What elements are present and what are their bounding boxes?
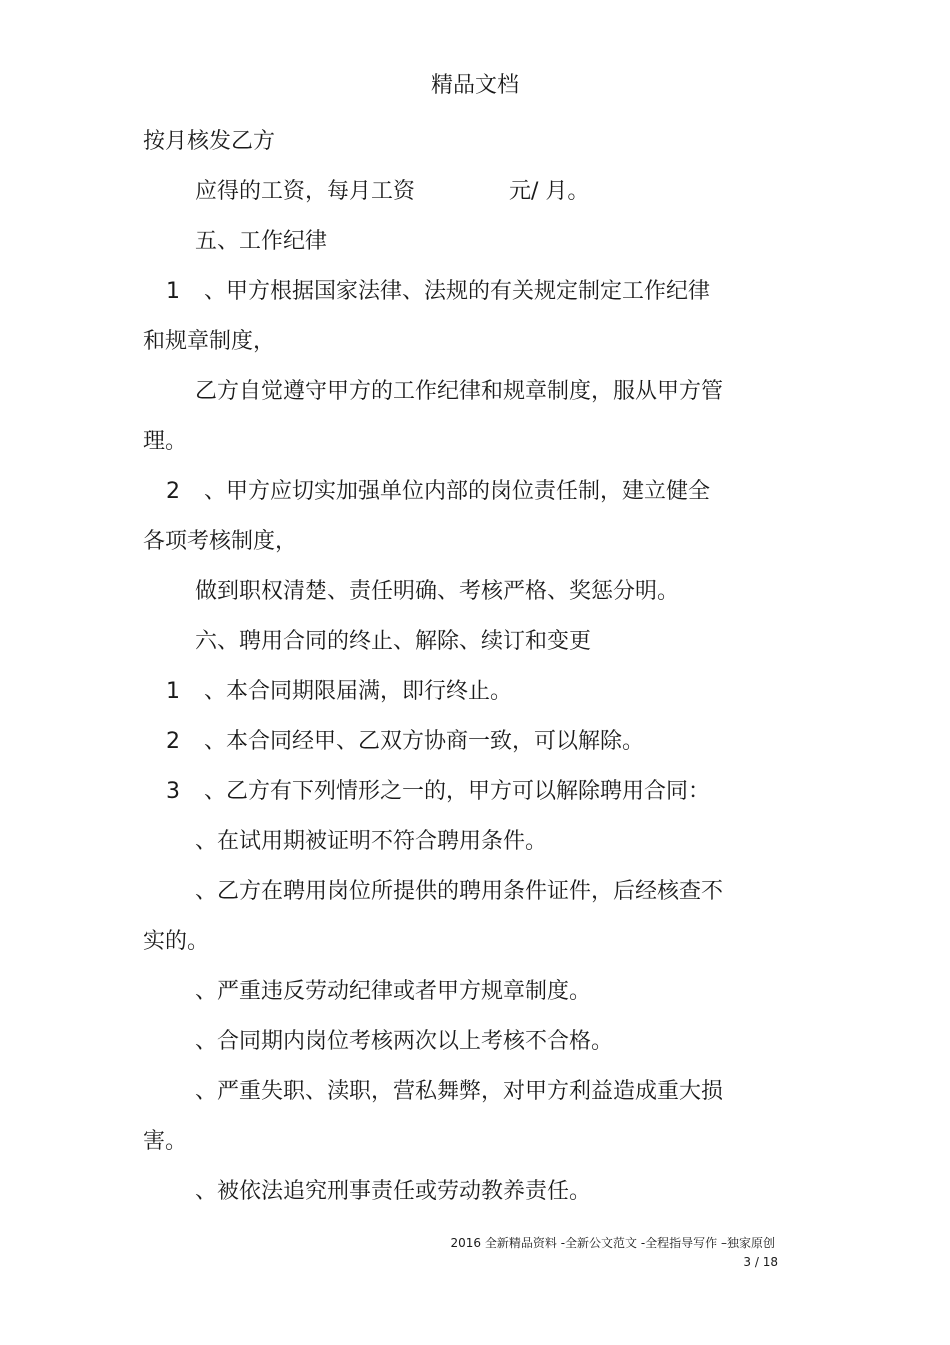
item-number: 1 xyxy=(166,279,180,304)
list-item: 、严重失职、渎职，营私舞弊，对甲方利益造成重大损 xyxy=(195,1079,724,1104)
item-text: 、甲方应切实加强单位内部的岗位责任制，建立健全 xyxy=(204,479,711,504)
paragraph-line: 做到职权清楚、责任明确、考核严格、奖惩分明。 xyxy=(195,579,680,604)
item-text: 、本合同期限届满，即行终止。 xyxy=(204,679,513,704)
item-number: 1 xyxy=(166,679,180,704)
paragraph-line: 害。 xyxy=(143,1129,188,1154)
item-number: 3 xyxy=(166,779,180,804)
item-text: 、本合同经甲、乙双方协商一致，可以解除。 xyxy=(204,729,645,754)
paragraph-line: 各项考核制度， xyxy=(143,529,298,554)
numbered-item xyxy=(166,777,710,807)
list-item: 、在试用期被证明不符合聘用条件。 xyxy=(195,829,548,854)
paragraph-line: 理。 xyxy=(143,429,188,454)
numbered-item xyxy=(166,677,512,707)
salary-line xyxy=(195,177,589,207)
salary-text: 应得的工资，每月工资 xyxy=(195,179,416,204)
page-header-title: 精品文档 xyxy=(430,73,519,98)
page-number: 3 / 18 xyxy=(743,1255,778,1269)
section-heading: 五、工作纪律 xyxy=(195,229,328,254)
list-item: 、严重违反劳动纪律或者甲方规章制度。 xyxy=(195,979,592,1004)
numbered-item xyxy=(166,477,710,507)
salary-unit: 元/ 月。 xyxy=(509,179,590,204)
item-number: 2 xyxy=(166,729,180,754)
numbered-item xyxy=(166,277,710,307)
paragraph-line: 实的。 xyxy=(143,929,210,954)
list-item: 、被依法追究刑事责任或劳动教养责任。 xyxy=(195,1179,592,1204)
item-number: 2 xyxy=(166,479,180,504)
paragraph-line: 乙方自觉遵守甲方的工作纪律和规章制度，服从甲方管 xyxy=(195,379,724,404)
numbered-item xyxy=(166,727,644,757)
list-item: 、乙方在聘用岗位所提供的聘用条件证件，后经核查不 xyxy=(195,879,724,904)
paragraph-line: 按月核发乙方 xyxy=(143,129,276,154)
footer-note: 2016 全新精品资料 -全新公文范文 -全程指导写作 –独家原创 xyxy=(450,1236,775,1250)
section-heading: 六、聘用合同的终止、解除、续订和变更 xyxy=(195,629,592,654)
list-item: 、合同期内岗位考核两次以上考核不合格。 xyxy=(195,1029,614,1054)
paragraph-line: 和规章制度， xyxy=(143,329,276,354)
item-text: 、甲方根据国家法律、法规的有关规定制定工作纪律 xyxy=(204,279,711,304)
item-text: 、乙方有下列情形之一的，甲方可以解除聘用合同： xyxy=(204,779,711,804)
